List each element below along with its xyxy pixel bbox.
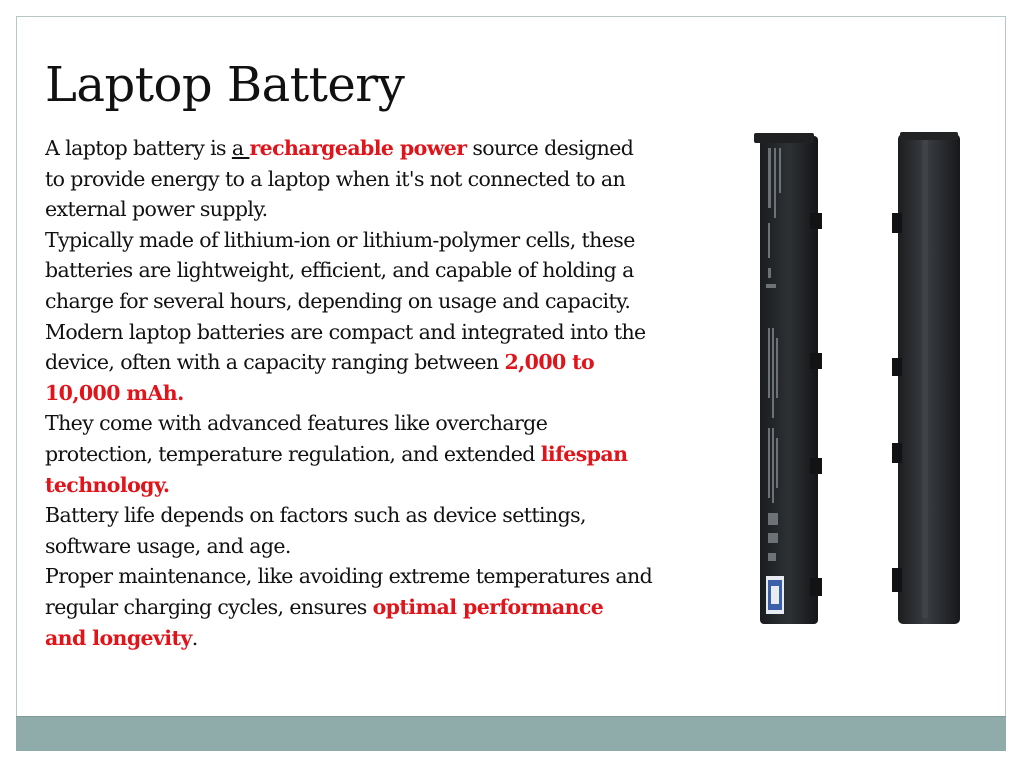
p2-line3: charge for several hours, depending on usage and capacity. bbox=[45, 288, 631, 313]
highlight-lifespan: lifespan bbox=[540, 441, 628, 466]
p6-line2-before: regular charging cycles, ensures bbox=[45, 594, 373, 619]
battery-back-side bbox=[892, 132, 960, 624]
p1-line1-after: source designed bbox=[466, 136, 634, 160]
highlight-capacity-range-start: 2,000 to bbox=[504, 350, 595, 375]
battery-label-side bbox=[754, 133, 822, 624]
paragraph-5 bbox=[45, 500, 721, 561]
p6-end-period: . bbox=[191, 625, 198, 650]
paragraph-1 bbox=[45, 133, 721, 225]
p4-line1: They come with advanced features like overcharge bbox=[45, 411, 548, 436]
highlight-rechargeable-power: rechargeable power bbox=[249, 136, 467, 160]
p3-line2-before: device, often with a capacity ranging between bbox=[45, 350, 505, 375]
p3-line1: Modern laptop batteries are compact and integrated into the bbox=[45, 319, 646, 344]
p1-line2: to provide energy to a laptop when it's not connected to an bbox=[45, 166, 626, 191]
paragraph-6 bbox=[45, 561, 721, 653]
highlight-optimal-performance: optimal performance bbox=[372, 594, 604, 619]
p1-underlined-text: a bbox=[231, 136, 250, 160]
p1-text-before: A laptop battery is bbox=[45, 136, 232, 160]
highlight-technology: technology. bbox=[45, 472, 170, 497]
p1-line3: external power supply. bbox=[45, 197, 268, 222]
highlight-longevity: and longevity bbox=[45, 625, 192, 650]
paragraph-4 bbox=[45, 408, 721, 500]
paragraph-3 bbox=[45, 317, 721, 409]
p4-line2-before: protection, temperature regulation, and extended bbox=[45, 441, 541, 466]
paragraph-2 bbox=[45, 225, 721, 317]
p2-line2: batteries are lightweight, efficient, and capable of holding a bbox=[45, 258, 634, 283]
slide-body bbox=[45, 133, 721, 663]
slide-title: Laptop Battery bbox=[45, 57, 405, 113]
p2-line1: Typically made of lithium-ion or lithium-polymer cells, these bbox=[45, 227, 635, 252]
laptop-battery-image bbox=[752, 128, 980, 628]
p5-line2: software usage, and age. bbox=[45, 533, 291, 558]
p5-line1: Battery life depends on factors such as device settings, bbox=[45, 503, 586, 528]
footer-bar bbox=[16, 716, 1006, 751]
highlight-capacity-range-end: 10,000 mAh. bbox=[45, 380, 184, 405]
p6-line1: Proper maintenance, like avoiding extreme temperatures and bbox=[45, 564, 653, 589]
